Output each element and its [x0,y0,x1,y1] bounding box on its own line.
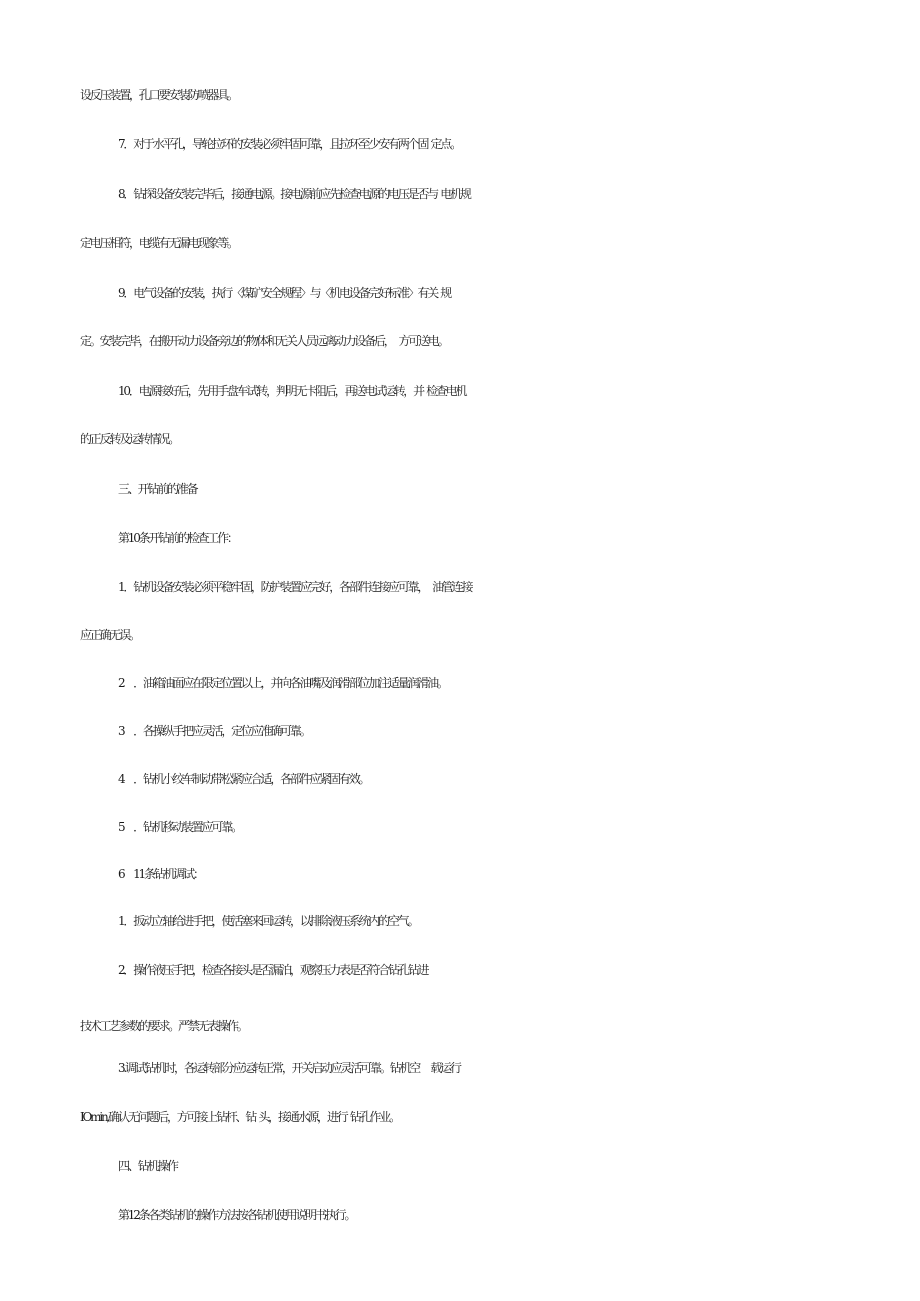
text-line: 定电压相符，电缆有无漏电现象等。 [80,236,237,250]
list-item: 3.调试钻机时，各运转部分应运转正常，开关启动应灵活可靠。钻机空 载运行 [118,1061,460,1075]
text-line: 10．电源接好后，先用手盘车试转，判明无卡阻后，再送电试运转，并 检查电机 [118,384,466,398]
text-line: 1．钻机设备安装必须平稳牢固，防护装置应完好，各部件连接应可靠， 油管连接 [118,580,472,594]
section-heading: 四、钻机操作 [118,1159,177,1173]
list-item: 4 ．钻机小绞车制动带松紧应合适，各部件应紧固有效。 [118,772,369,786]
article-heading: 6 11条钻机调试： [118,867,203,881]
text-line: 定。安装完毕，在搬开动力设备旁边的物体和无关人员远离动力设备后， 方可送电。 [80,334,448,348]
list-item: 5 ．钻机移动装置应可靠。 [118,820,241,834]
article-heading: 第10条开钻前的检查工作： [118,531,237,545]
text-line: 7．对于水平孔，导轮拉环的安装必须牢固可靠，且拉环至少安有两个固 定点。 [118,137,460,151]
list-item: 2．操作液压手把，检查各接头是否漏泊，观察压力表是否符合钻孔钻进 [118,963,428,977]
text-line: IOmin,确认无问题后，方可接上钻杆、钻 头，接通水源，进行 钻孔作业。 [80,1110,399,1124]
text-line: 8．钻探设备安装完毕后，接通电源。接电源前应先检查电源的电压是否与 电机规 [118,187,470,201]
list-item: 2 ．油箱油面应在限定位置以上，并向各油嘴及润滑部位加注适量润滑油。 [118,676,447,690]
text-line: 的正反转及运转情况。 [80,432,179,446]
list-item: 3 ．各操纵手把应灵活，定位应准确可靠。 [118,724,310,738]
text-line: 9．电气设备的安装，执行〈煤矿安全规程〉与〈机电设备完好标准〉有关 规 [118,286,451,300]
text-line: 应正确无误。 [80,628,139,642]
article-heading: 第12条各类钻机的操作方法按各钻机使用说明书执行。 [118,1208,355,1222]
list-item: 1．扳动立轴给进手把，使活塞来回运转，以排除液压系统内的空气。 [118,914,418,928]
section-heading: 三、开钻前的准备 [118,482,197,496]
text-line: 设反压装置，孔口要安装防喷器具。 [80,88,237,102]
text-line: 技术工艺参数的要求。严禁无表操作。 [80,1019,247,1033]
